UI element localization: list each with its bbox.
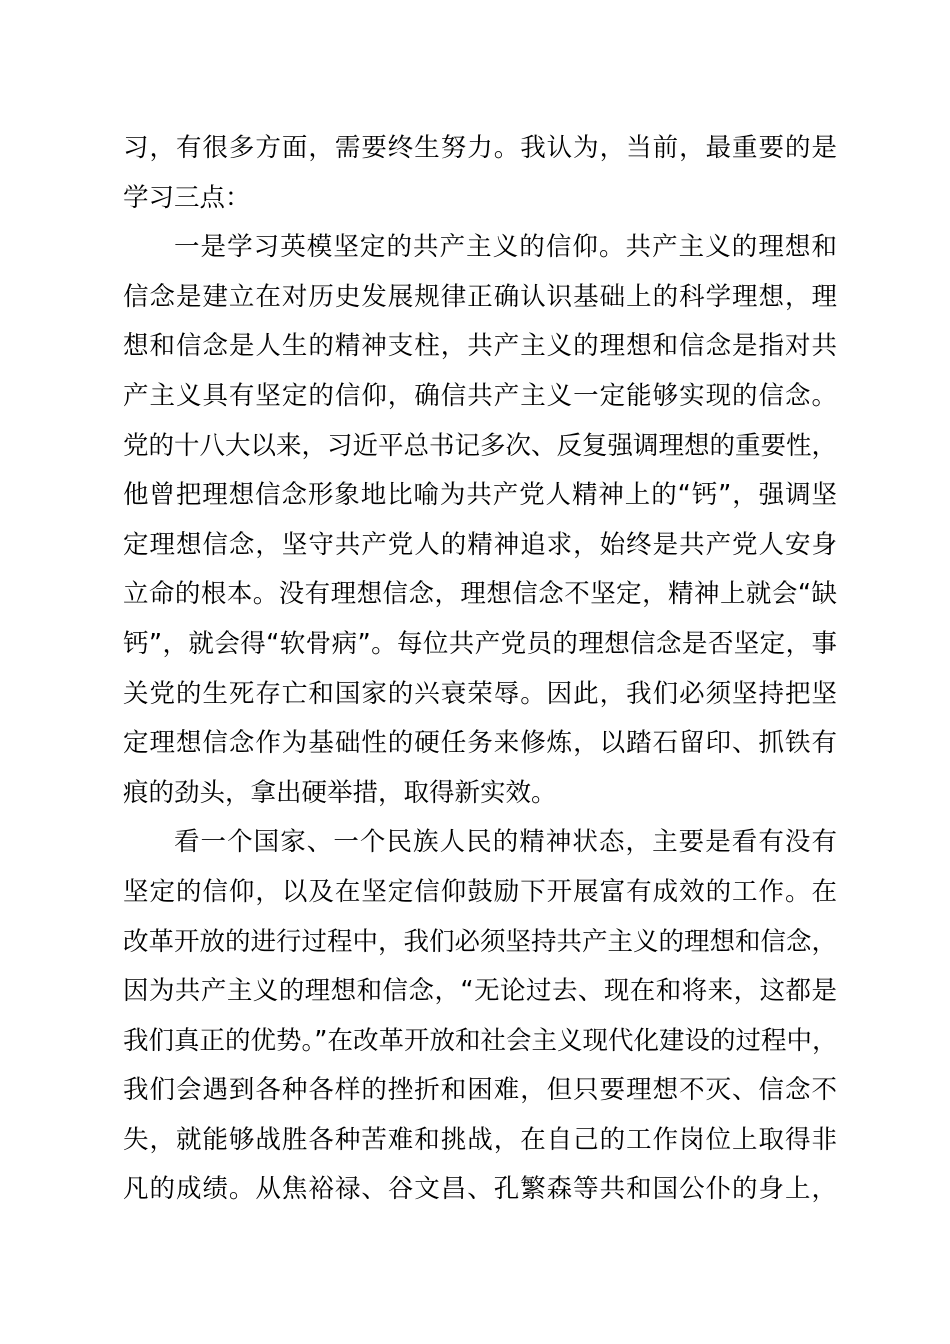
text-line: 痕的劲头，拿出硬举措，取得新实效。 [123, 777, 557, 808]
text-line: 我们真正的优势。”在改革开放和社会主义现代化建设的过程中， [123, 1025, 838, 1056]
text-line: 因为共产主义的理想和信念，“无论过去、现在和将来，这都是 [123, 976, 837, 1007]
text-line: 习，有很多方面，需要终生努力。我认为，当前，最重要的是 [123, 133, 837, 163]
text-line: 凡的成绩。从焦裕禄、谷文昌、孔繁森等共和国公仆的身上， [123, 1174, 837, 1205]
text-line: 党的十八大以来，习近平总书记多次、反复强调理想的重要性， [123, 430, 838, 461]
text-line: 定理想信念作为基础性的硬任务来修炼，以踏石留印、抓铁有 [123, 728, 837, 759]
text-line: 坚定的信仰，以及在坚定信仰鼓励下开展富有成效的工作。在 [123, 876, 837, 907]
text-line: 他曾把理想信念形象地比喻为共产党人精神上的“钙”，强调坚 [123, 480, 837, 511]
paragraph-start-line: 一是学习英模坚定的共产主义的信仰。共产主义的理想和 [174, 232, 837, 263]
text-line: 改革开放的进行过程中，我们必须坚持共产主义的理想和信念， [123, 926, 838, 957]
text-line: 想和信念是人生的精神支柱，共产主义的理想和信念是指对共 [123, 331, 837, 362]
text-line: 钙”，就会得“软骨病”。每位共产党员的理想信念是否坚定，事 [123, 628, 837, 659]
paragraph-start-line: 看一个国家、一个民族人民的精神状态，主要是看有没有 [174, 827, 837, 858]
text-line: 学习三点： [123, 182, 251, 213]
text-line: 信念是建立在对历史发展规律正确认识基础上的科学理想，理 [123, 281, 837, 312]
text-line: 定理想信念，坚守共产党人的精神追求，始终是共产党人安身 [123, 529, 837, 560]
body-text [123, 124, 837, 1215]
text-line: 我们会遇到各种各样的挫折和困难，但只要理想不灭、信念不 [123, 1075, 837, 1106]
text-line: 立命的根本。没有理想信念，理想信念不坚定，精神上就会“缺 [123, 579, 837, 610]
text-line: 失，就能够战胜各种苦难和挑战，在自己的工作岗位上取得非 [123, 1124, 837, 1155]
text-line: 产主义具有坚定的信仰，确信共产主义一定能够实现的信念。 [123, 380, 837, 411]
text-line: 关党的生死存亡和国家的兴衰荣辱。因此，我们必须坚持把坚 [123, 678, 837, 709]
